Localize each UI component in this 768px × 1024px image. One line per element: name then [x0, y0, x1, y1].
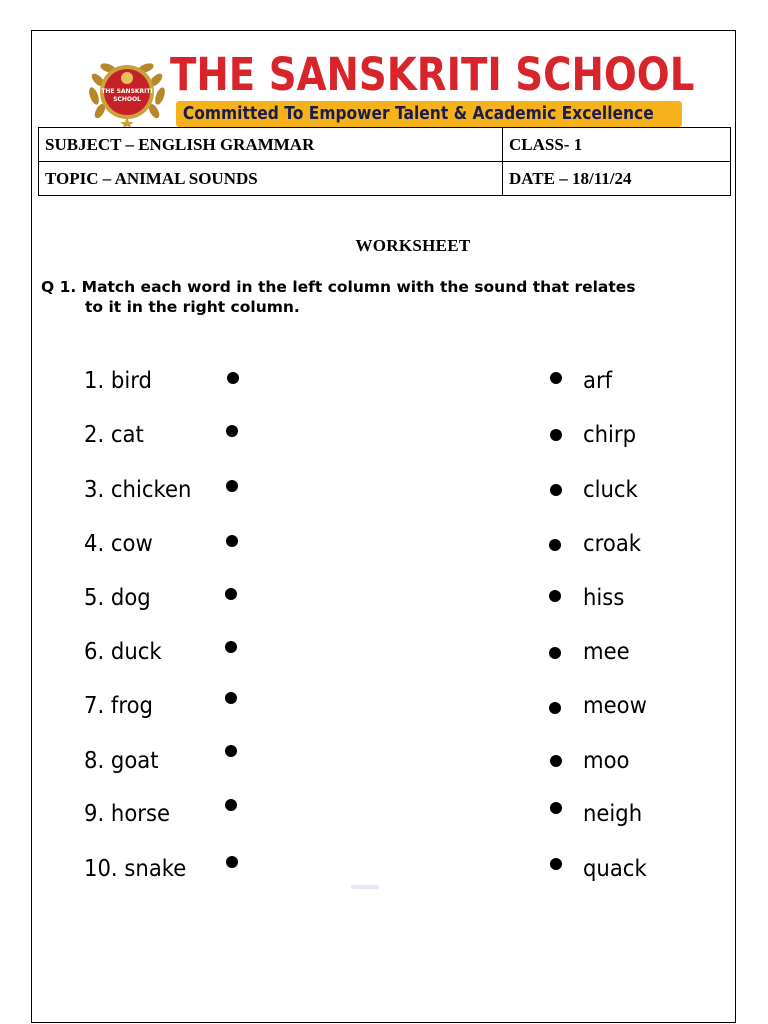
animal-item: 3. chicken	[84, 477, 192, 503]
tagline-text: Committed To Empower Talent & Academic Excellence	[182, 103, 654, 124]
match-dot-left[interactable]	[225, 641, 237, 653]
logo-text-bottom: SCHOOL	[113, 96, 141, 103]
match-dot-left[interactable]	[226, 480, 238, 492]
class-cell: CLASS- 1	[503, 128, 731, 162]
animal-item: 9. horse	[84, 801, 171, 827]
subject-cell: SUBJECT – ENGLISH GRAMMAR	[39, 128, 503, 162]
worksheet-title: WORKSHEET	[355, 236, 471, 255]
question-line-2: to it in the right column.	[85, 298, 300, 316]
question-text	[41, 277, 741, 317]
animal-item: 6. duck	[84, 639, 162, 665]
topic-cell: TOPIC – ANIMAL SOUNDS	[39, 162, 503, 196]
animal-item: 4. cow	[84, 531, 153, 557]
question-line-1: Q 1. Match each word in the left column with the sound that relates	[41, 278, 636, 296]
date-cell: DATE – 18/11/24	[503, 162, 731, 196]
sound-item: neigh	[583, 801, 643, 827]
animal-item: 2. cat	[84, 422, 144, 448]
animal-item: 1. bird	[84, 368, 152, 394]
sound-item: chirp	[583, 422, 637, 448]
sound-item: croak	[583, 531, 642, 557]
sound-item: meow	[583, 693, 647, 719]
match-dot-left[interactable]	[225, 745, 237, 757]
school-logo	[86, 56, 168, 128]
sound-item: arf	[583, 368, 613, 394]
match-dot-right[interactable]	[550, 372, 562, 384]
match-dot-right[interactable]	[549, 539, 561, 551]
match-dot-right[interactable]	[550, 429, 562, 441]
sound-item: hiss	[583, 585, 625, 611]
sound-item: quack	[583, 856, 647, 882]
school-name: THE SANSKRITI SCHOOL	[170, 48, 695, 101]
scan-mark	[351, 885, 379, 889]
match-dot-right[interactable]	[549, 647, 561, 659]
match-dot-right[interactable]	[550, 858, 562, 870]
match-dot-left[interactable]	[226, 535, 238, 547]
info-table	[38, 127, 731, 196]
match-dot-left[interactable]	[226, 856, 238, 868]
match-dot-left[interactable]	[225, 588, 237, 600]
animal-item: 7. frog	[84, 693, 153, 719]
animal-item: 8. goat	[84, 748, 159, 774]
sound-item: mee	[583, 639, 630, 665]
sound-item: cluck	[583, 477, 638, 503]
match-dot-right[interactable]	[550, 484, 562, 496]
tagline-banner	[176, 101, 682, 127]
match-dot-right[interactable]	[549, 590, 561, 602]
match-dot-right[interactable]	[549, 702, 561, 714]
logo-text-top: THE SANSKRITI	[101, 88, 153, 95]
match-dot-left[interactable]	[227, 372, 239, 384]
match-dot-right[interactable]	[550, 802, 562, 814]
sound-item: moo	[583, 748, 630, 774]
match-dot-right[interactable]	[550, 755, 562, 767]
animal-item: 10. snake	[84, 856, 187, 882]
match-dot-left[interactable]	[225, 799, 237, 811]
match-dot-left[interactable]	[225, 692, 237, 704]
match-dot-left[interactable]	[226, 425, 238, 437]
animal-item: 5. dog	[84, 585, 151, 611]
